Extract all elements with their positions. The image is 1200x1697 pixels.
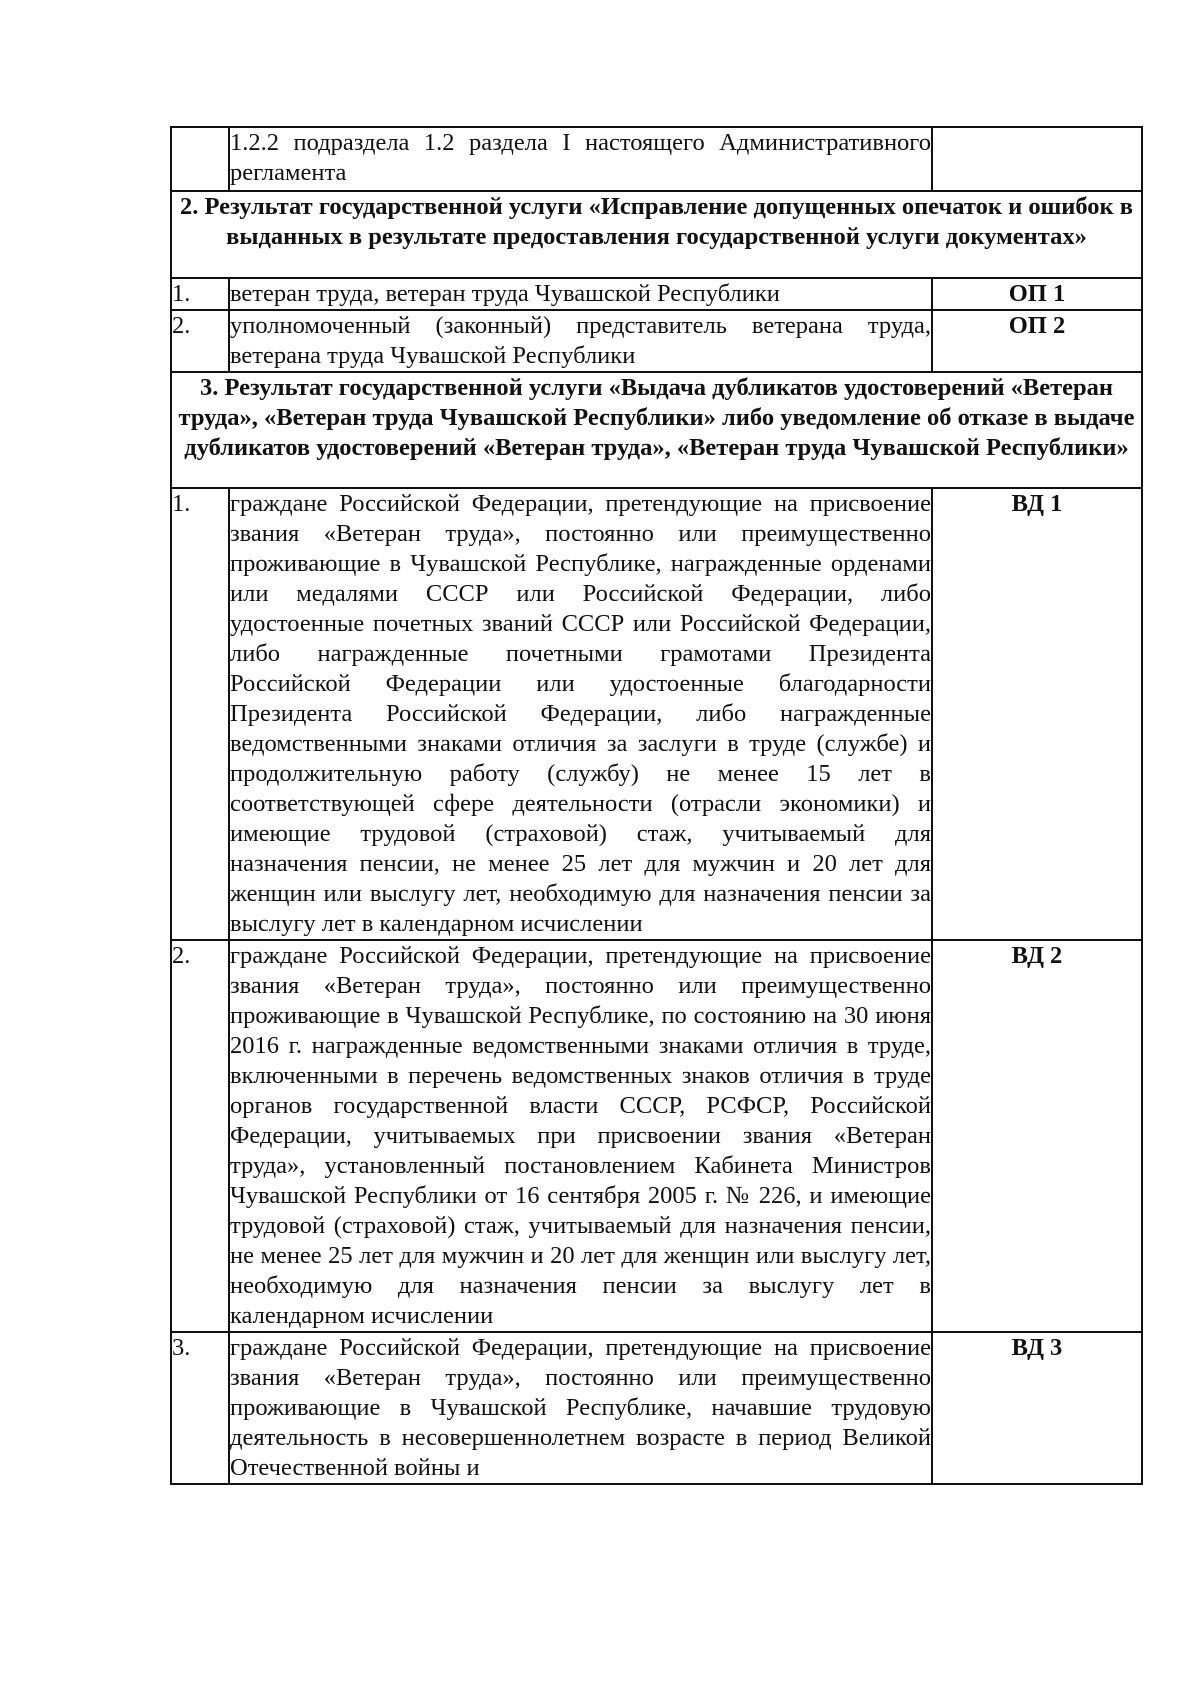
row-number: 1.: [171, 488, 229, 940]
section-3-heading: 3. Результат государственной услуги «Выдача дубликатов удостоверений «Ветеран труда», «Ветеран труда Чувашской Республики» либо уведомление об отказе в выдаче дубликатов удостоверений «Ветеран труда», «Ветеран труда Чувашской Республики»: [171, 372, 1142, 488]
table-row: [171, 940, 1142, 1332]
section-heading-row: [171, 372, 1142, 488]
table-row: [171, 310, 1142, 372]
row-text: ветеран труда, ветеран труда Чувашской Республики: [229, 278, 932, 310]
row-number: 1.: [171, 278, 229, 310]
section-2-heading: 2. Результат государственной услуги «Исправление допущенных опечаток и ошибок в выданных в результате предоставления государственной услуги документах»: [171, 191, 1142, 278]
table-row: [171, 1332, 1142, 1484]
table-row-continuation: [171, 127, 1142, 191]
row-code: [932, 127, 1142, 191]
table-row: [171, 278, 1142, 310]
row-code: ОП 2: [932, 310, 1142, 372]
row-text: уполномоченный (законный) представитель ветерана труда, ветерана труда Чувашской Республики: [229, 310, 932, 372]
section-heading-row: [171, 191, 1142, 278]
row-number: [171, 127, 229, 191]
row-text: граждане Российской Федерации, претендующие на присвоение звания «Ветеран труда», постоянно или преимущественно проживающие в Чувашской Республике, награжденные орденами или медалями СССР или Российской Федерации, либо удостоенные почетных званий СССР или Российской Федерации, либо награжденные почетными грамотами Президента Российской Федерации или удостоенные благодарности Президента Российской Федерации, либо награжденные ведомственными знаками отличия за заслуги в труде (службе) и продолжительную работу (службу) не менее 15 лет в соответствующей сфере деятельности (отрасли экономики) и имеющие трудовой (страховой) стаж, учитываемый для назначения пенсии, не менее 25 лет для мужчин и 20 лет для женщин или выслугу лет, необходимую для назначения пенсии за выслугу лет в календарном исчислении: [229, 488, 932, 940]
row-text: граждане Российской Федерации, претендующие на присвоение звания «Ветеран труда», постоянно или преимущественно проживающие в Чувашской Республике, по состоянию на 30 июня 2016 г. награжденные ведомственными знаками отличия в труде, включенными в перечень ведомственных знаков отличия в труде органов государственной власти СССР, РСФСР, Российской Федерации, учитываемых при присвоении звания «Ветеран труда», установленный постановлением Кабинета Министров Чувашской Республики от 16 сентября 2005 г. № 226, и имеющие трудовой (страховой) стаж, учитываемый для назначения пенсии, не менее 25 лет для мужчин и 20 лет для женщин или выслугу лет, необходимую для назначения пенсии за выслугу лет в календарном исчислении: [229, 940, 932, 1332]
row-code: ВД 3: [932, 1332, 1142, 1484]
row-code: ВД 2: [932, 940, 1142, 1332]
row-code: ОП 1: [932, 278, 1142, 310]
row-text: граждане Российской Федерации, претендующие на присвоение звания «Ветеран труда», постоянно или преимущественно проживающие в Чувашской Республике, начавшие трудовую деятельность в несовершеннолетнем возрасте в период Великой Отечественной войны и: [229, 1332, 932, 1484]
table-row: [171, 488, 1142, 940]
row-number: 2.: [171, 940, 229, 1332]
row-text: 1.2.2 подраздела 1.2 раздела I настоящего Административного регламента: [229, 127, 932, 191]
row-number: 2.: [171, 310, 229, 372]
row-number: 3.: [171, 1332, 229, 1484]
row-code: ВД 1: [932, 488, 1142, 940]
document-table: [170, 126, 1143, 1485]
